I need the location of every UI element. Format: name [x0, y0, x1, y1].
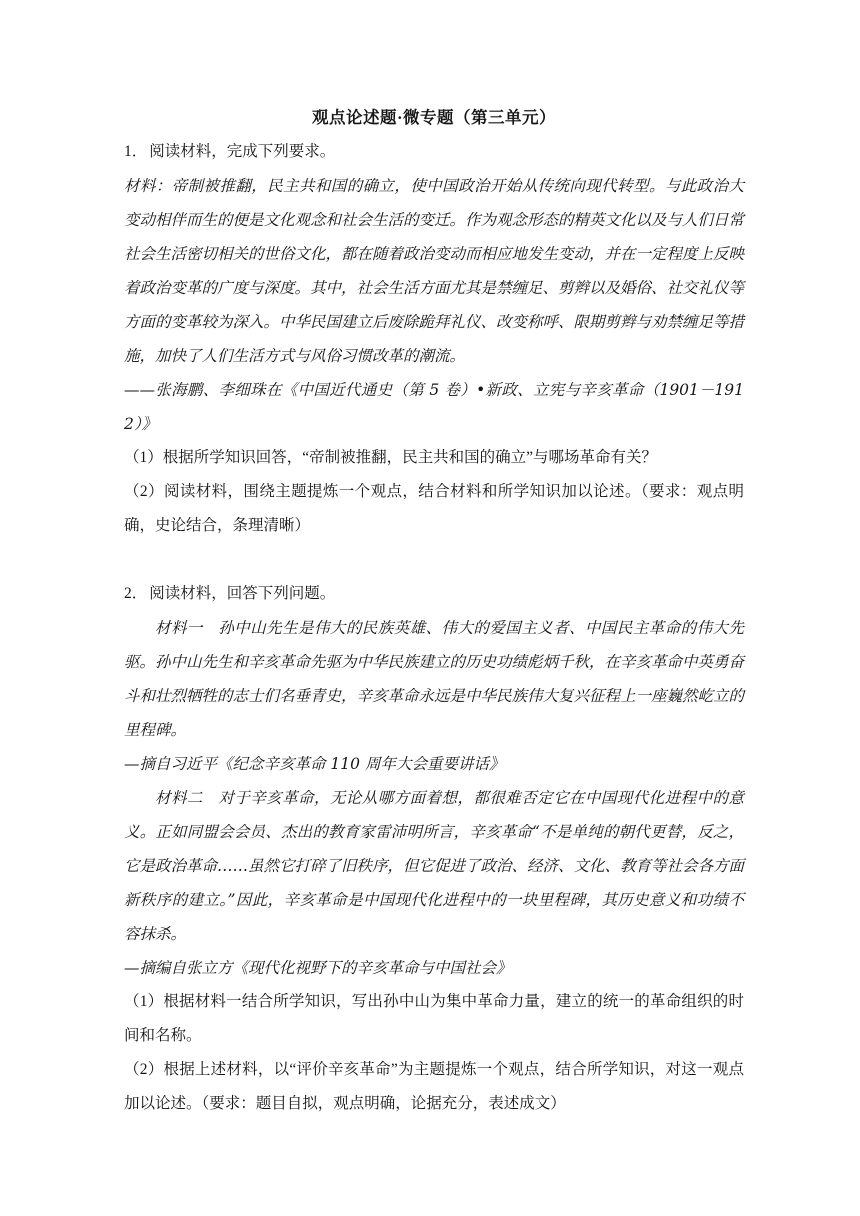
blank-line	[124, 543, 744, 577]
question-1-sub2: （2）阅读材料，围绕主题提炼一个观点，结合材料和所学知识加以论述。（要求：观点明确，史论结合，条理清晰）	[124, 483, 744, 534]
question-2-stem	[124, 577, 744, 611]
question-2-material-2-source: —摘编自张立方《现代化视野下的辛亥革命与中国社会》	[124, 959, 512, 977]
question-1	[124, 135, 744, 543]
question-2	[124, 577, 744, 1121]
question-2-sub2: （2）根据上述材料，以“评价辛亥革命”为主题提炼一个观点，结合所学知识，对这一观点加以论述。（要求：题目自拟，观点明确，论据充分，表述成文）	[124, 1061, 744, 1112]
question-2-sub1: （1）根据材料一结合所学知识，写出孙中山为集中革命力量，建立的统一的革命组织的时间和名称。	[124, 993, 744, 1044]
question-1-stem	[124, 135, 744, 169]
question-1-material-label: 材料：	[124, 177, 172, 195]
question-2-material-1-source: —摘自习近平《纪念辛亥革命 110 周年大会重要讲话》	[124, 755, 505, 773]
question-2-material-1	[124, 611, 744, 747]
question-2-intro: 阅读材料，回答下列问题。	[149, 585, 336, 602]
question-1-material	[124, 169, 744, 373]
question-1-material-text: 帝制被推翻，民主共和国的确立，使中国政治开始从传统向现代转型。与此政治大变动相伴而生的便是文化观念和社会生活的变迁。作为观念形态的精英文化以及与人们日常社会生活密切相关的世俗文化，都在随着政治变动而相应地发生变动，并在一定程度上反映着政治变革的广度与深度。其中，社会生活方面尤其是禁缠足、剪辫以及婚俗、社交礼仪等方面的变革较为深入。中华民国建立后废除跪拜礼仪、改变称呼、限期剪辫与劝禁缠足等措施，加快了人们生活方式与风俗习惯改革的潮流。	[124, 177, 745, 365]
question-2-number: 2．	[124, 585, 148, 602]
question-2-material-1-label: 材料一	[155, 619, 203, 637]
question-1-source: ——张海鹏、李细珠在《中国近代通史（第 5 卷）•新政、立宪与辛亥革命（1901－1912）》	[124, 381, 744, 433]
question-2-material-2-label: 材料二	[155, 789, 203, 807]
question-1-intro: 阅读材料，完成下列要求。	[149, 143, 336, 160]
question-2-material-2	[124, 781, 744, 951]
question-1-number: 1．	[124, 143, 148, 160]
question-2-material-2-text: 对于辛亥革命，无论从哪方面着想，都很难否定它在中国现代化进程中的意义。正如同盟会会员、杰出的教育家雷沛明所言，辛亥革命“不是单纯的朝代更替，反之，它是政治革命……虽然它打碎了旧秩序，但它促进了政治、经济、文化、教育等社会各方面新秩序的建立。”因此，辛亥革命是中国现代化进程中的一块里程碑，其历史意义和功绩不容抹杀。	[124, 789, 745, 943]
page-title: 观点论述题·微专题（第三单元）	[311, 108, 556, 127]
question-1-sub1: （1）根据所学知识回答，“帝制被推翻，民主共和国的确立”与哪场革命有关？	[124, 449, 658, 466]
question-2-material-1-text: 孙中山先生是伟大的民族英雄、伟大的爱国主义者、中国民主革命的伟大先驱。孙中山先生和辛亥革命先驱为中华民族建立的历史功绩彪炳千秋，在辛亥革命中英勇奋斗和壮烈牺牲的志士们名垂青史，辛亥革命永远是中华民族伟大复兴征程上一座巍然屹立的里程碑。	[124, 619, 745, 739]
